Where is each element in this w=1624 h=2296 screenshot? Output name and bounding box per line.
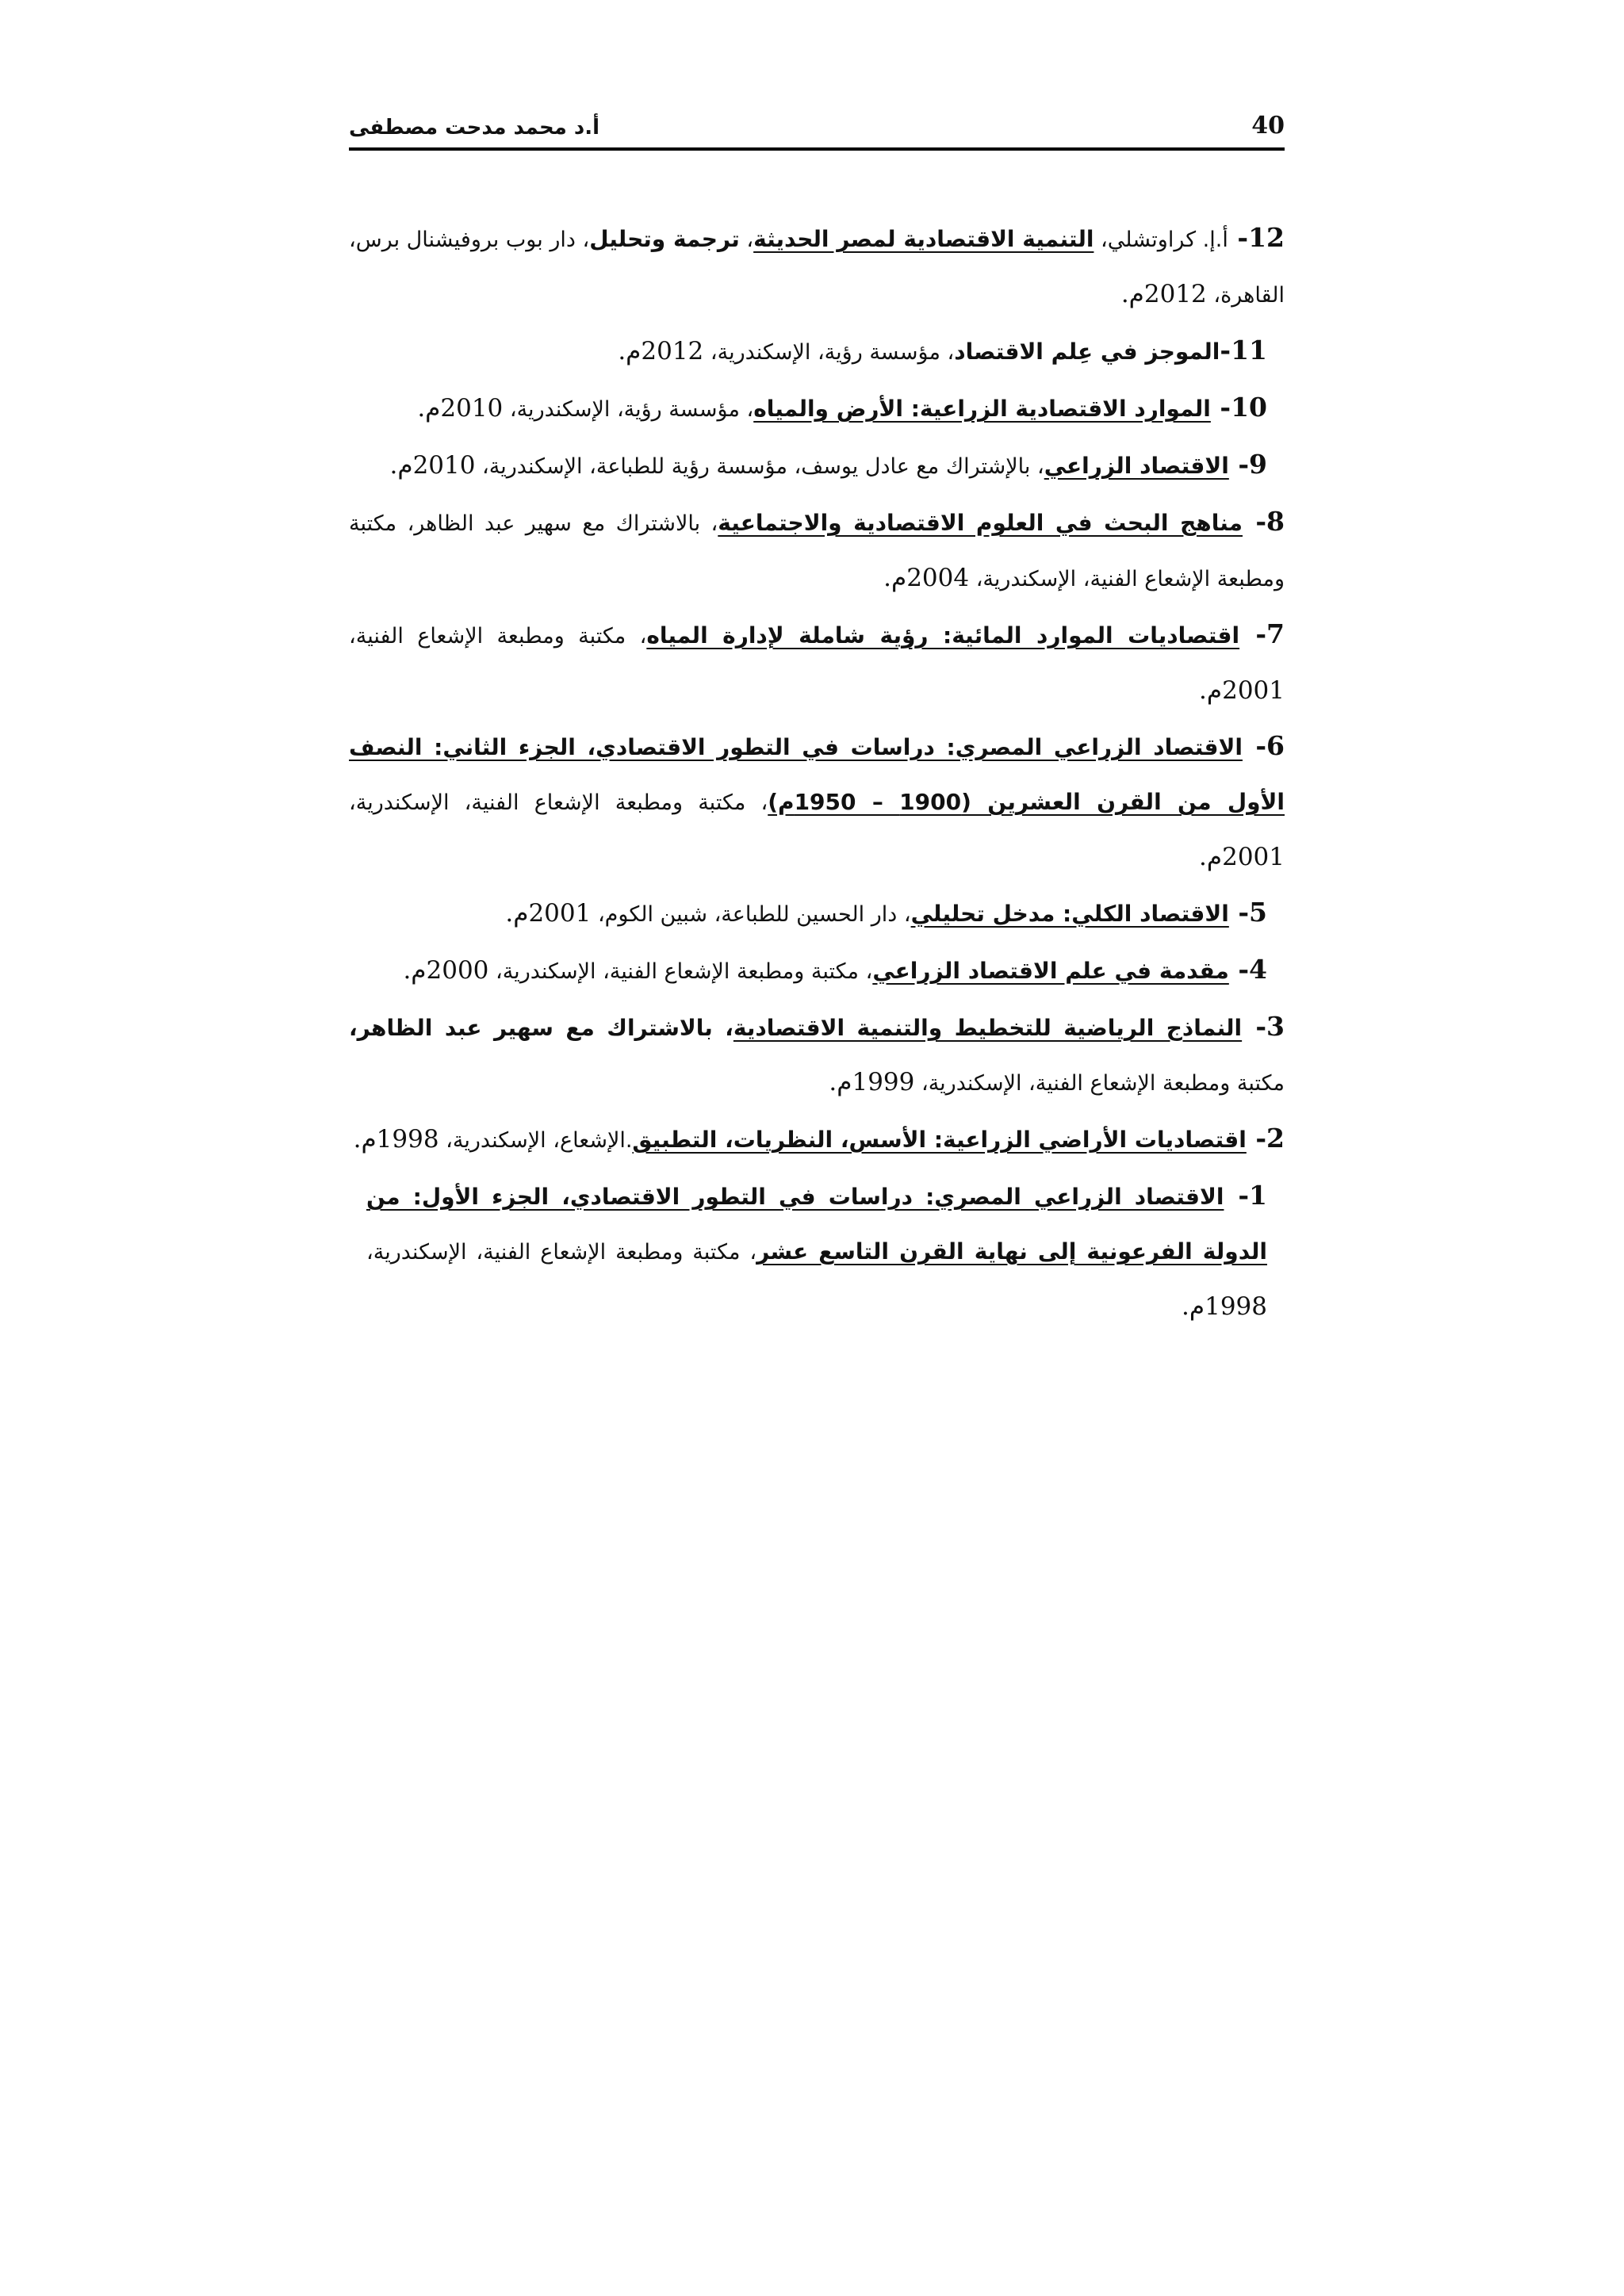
bibliography-entry [349, 210, 1285, 323]
entry-publisher: ، دار بوب بروفيشنال برس، القاهرة، [349, 228, 1285, 308]
entry-title: اقتصاديات الأراضي الزراعية: الأسس، النظريات، التطبيق [632, 1127, 1247, 1153]
bibliography-entry [349, 494, 1285, 607]
entry-publisher: ، مكتبة ومطبعة الإشعاع الفنية، [349, 624, 647, 649]
entry-publisher: ، دار الحسين للطباعة، شبين الكوم، [591, 902, 911, 927]
entry-number: 2- [1246, 1123, 1285, 1154]
entry-number: 6- [1242, 730, 1285, 761]
entry-year: 2001م. [1199, 676, 1285, 705]
entry-publisher: ، بالاشتراك مع سهير عبد الظاهر، مكتبة ومطبعة الإشعاع الفنية، الإسكندرية، [349, 511, 1285, 591]
bibliography-entry [349, 1168, 1285, 1334]
entry-number: 9- [1228, 449, 1267, 480]
entry-title: مناهج البحث في العلوم الاقتصادية والاجتماعية [718, 510, 1243, 536]
entry-title: الاقتصاد الزراعي [1044, 453, 1229, 479]
entry-publisher: ، مؤسسة رؤية، الإسكندرية، [703, 340, 955, 365]
bibliography-entry [349, 380, 1285, 437]
entry-number: 12- [1228, 222, 1285, 253]
bibliography-entry [349, 607, 1285, 718]
entry-year: 2001م. [505, 899, 592, 928]
running-head-author: أ.د محمد مدحت مصطفى [349, 116, 600, 140]
entry-publisher: ، مكتبة ومطبعة الإشعاع الفنية، الإسكندرية، [488, 959, 873, 984]
entry-publisher: ، مكتبة ومطبعة الإشعاع الفنية، الإسكندرية، [349, 790, 768, 815]
entry-number: 4- [1228, 954, 1267, 985]
entry-title: ، بالاشتراك مع سهير عبد الظاهر، [349, 1015, 733, 1041]
entry-publisher: ، [739, 228, 754, 252]
entry-title: ترجمة وتحليل [589, 226, 740, 252]
entry-year: 2012م. [1120, 280, 1207, 308]
bibliography-entry [349, 1111, 1285, 1168]
entry-title: الموجز في عِلم الاقتصاد [954, 339, 1220, 365]
entry-title: اقتصاديات الموارد المائية: رؤية شاملة لإدارة المياه [646, 622, 1240, 649]
entry-title: الاقتصاد الزراعي المصري: دراسات في التطور الاقتصادي، الجزء الثاني: النصف الأول من القرن العشرين (1900 – 1950م) [349, 734, 1285, 815]
entry-number: 1- [1224, 1180, 1267, 1211]
entry-publisher: أ.إ. كراوتشلي، [1094, 228, 1228, 252]
entry-title: مقدمة في علم الاقتصاد الزراعي [872, 958, 1229, 984]
entry-year: 2010م. [417, 394, 504, 423]
entry-publisher: مكتبة ومطبعة الإشعاع الفنية، الإسكندرية، [914, 1071, 1285, 1096]
entry-number: 3- [1242, 1011, 1285, 1042]
entry-title: الاقتصاد الكلي: مدخل تحليلي [910, 901, 1229, 927]
entry-title: النماذج الرياضية للتخطيط والتنمية الاقتصادية [733, 1015, 1243, 1041]
entry-publisher: ، بالإشتراك مع عادل يوسف، مؤسسة رؤية للطباعة، الإسكندرية، [475, 454, 1044, 479]
entry-year: 1999م. [829, 1068, 915, 1096]
bibliography-entry [349, 437, 1285, 494]
entry-title: التنمية الاقتصادية لمصر الحديثة [753, 226, 1094, 252]
entry-publisher: ، مكتبة ومطبعة الإشعاع الفنية، الإسكندرية، [366, 1240, 757, 1265]
entry-number: 8- [1243, 506, 1285, 537]
entry-publisher: ، مؤسسة رؤية، الإسكندرية، [503, 397, 754, 422]
entry-year: 1998م. [1182, 1292, 1267, 1321]
entry-year: 2000م. [403, 956, 489, 985]
entry-year: 2012م. [618, 337, 704, 365]
entry-number: 11- [1220, 335, 1267, 365]
bibliography-entry [349, 885, 1285, 942]
entry-title: الموارد الاقتصادية الزراعية: الأرض والمياه [753, 396, 1211, 422]
bibliography-entry [349, 942, 1285, 999]
entry-year: 2001م. [1199, 843, 1285, 871]
bibliography-list [349, 210, 1285, 1334]
entry-year: 1998م. [353, 1125, 439, 1154]
bibliography-entry [349, 999, 1285, 1111]
entry-number: 10- [1210, 392, 1267, 423]
page-header [349, 103, 1285, 151]
entry-number: 7- [1239, 618, 1285, 649]
bibliography-entry [349, 718, 1285, 885]
entry-year: 2004م. [883, 564, 970, 592]
page-number: 40 [1251, 112, 1285, 140]
entry-publisher: .الإشعاع، الإسكندرية، [439, 1128, 633, 1153]
entry-number: 5- [1228, 897, 1267, 928]
entry-title: الاقتصاد الزراعي المصري: دراسات في التطور الاقتصادي، الجزء الأول: من الدولة الفرعونية إلى نهاية القرن التاسع عشر [366, 1184, 1267, 1265]
entry-year: 2010م. [389, 451, 476, 480]
bibliography-entry [349, 323, 1285, 380]
